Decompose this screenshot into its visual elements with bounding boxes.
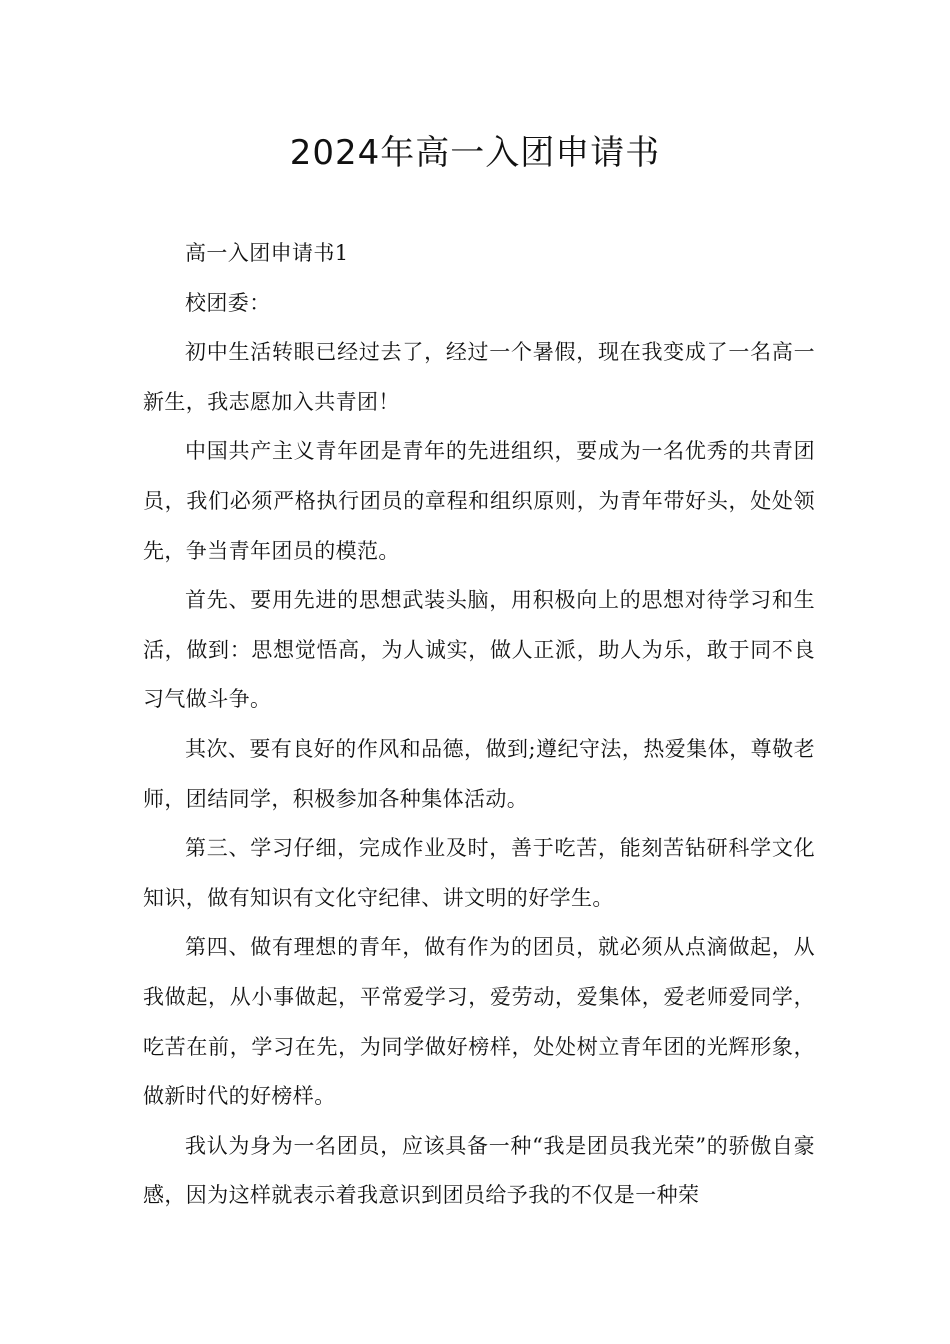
paragraph-3: 首先、要用先进的思想武装头脑，用积极向上的思想对待学习和生活，做到：思想觉悟高，为人诚实，做人正派，助人为乐，敢于同不良习气做斗争。 xyxy=(143,588,815,712)
paragraph-7: 我认为身为一名团员，应该具备一种“我是团员我光荣”的骄傲自豪感，因为这样就表示着我意识到团员给予我的不仅是一种荣 xyxy=(143,1133,815,1208)
paragraph-2: 中国共产主义青年团是青年的先进组织，要成为一名优秀的共青团员，我们必须严格执行团员的章程和组织原则，为青年带好头，处处领先，争当青年团员的模范。 xyxy=(143,439,815,563)
paragraph-5: 第三、学习仔细，完成作业及时，善于吃苦，能刻苦钻研科学文化知识，做有知识有文化守纪律、讲文明的好学生。 xyxy=(143,836,815,910)
salutation: 校团委： xyxy=(185,290,271,315)
document-body xyxy=(143,229,815,1221)
subheading: 高一入团申请书1 xyxy=(185,241,349,265)
paragraph-6: 第四、做有理想的青年，做有作为的团员，就必须从点滴做起，从我做起，从小事做起，平常爱学习，爱劳动，爱集体，爱老师爱同学，吃苦在前，学习在先，为同学做好榜样，处处树立青年团的光辉形象，做新时代的好榜样。 xyxy=(143,935,815,1109)
document-title: 2024年高一入团申请书 xyxy=(289,133,661,173)
paragraph-4: 其次、要有良好的作风和品德，做到;遵纪守法，热爱集体，尊敬老师，团结同学，积极参加各种集体活动。 xyxy=(143,736,815,811)
paragraph-1: 初中生活转眼已经过去了，经过一个暑假，现在我变成了一名高一新生，我志愿加入共青团！ xyxy=(143,340,815,414)
